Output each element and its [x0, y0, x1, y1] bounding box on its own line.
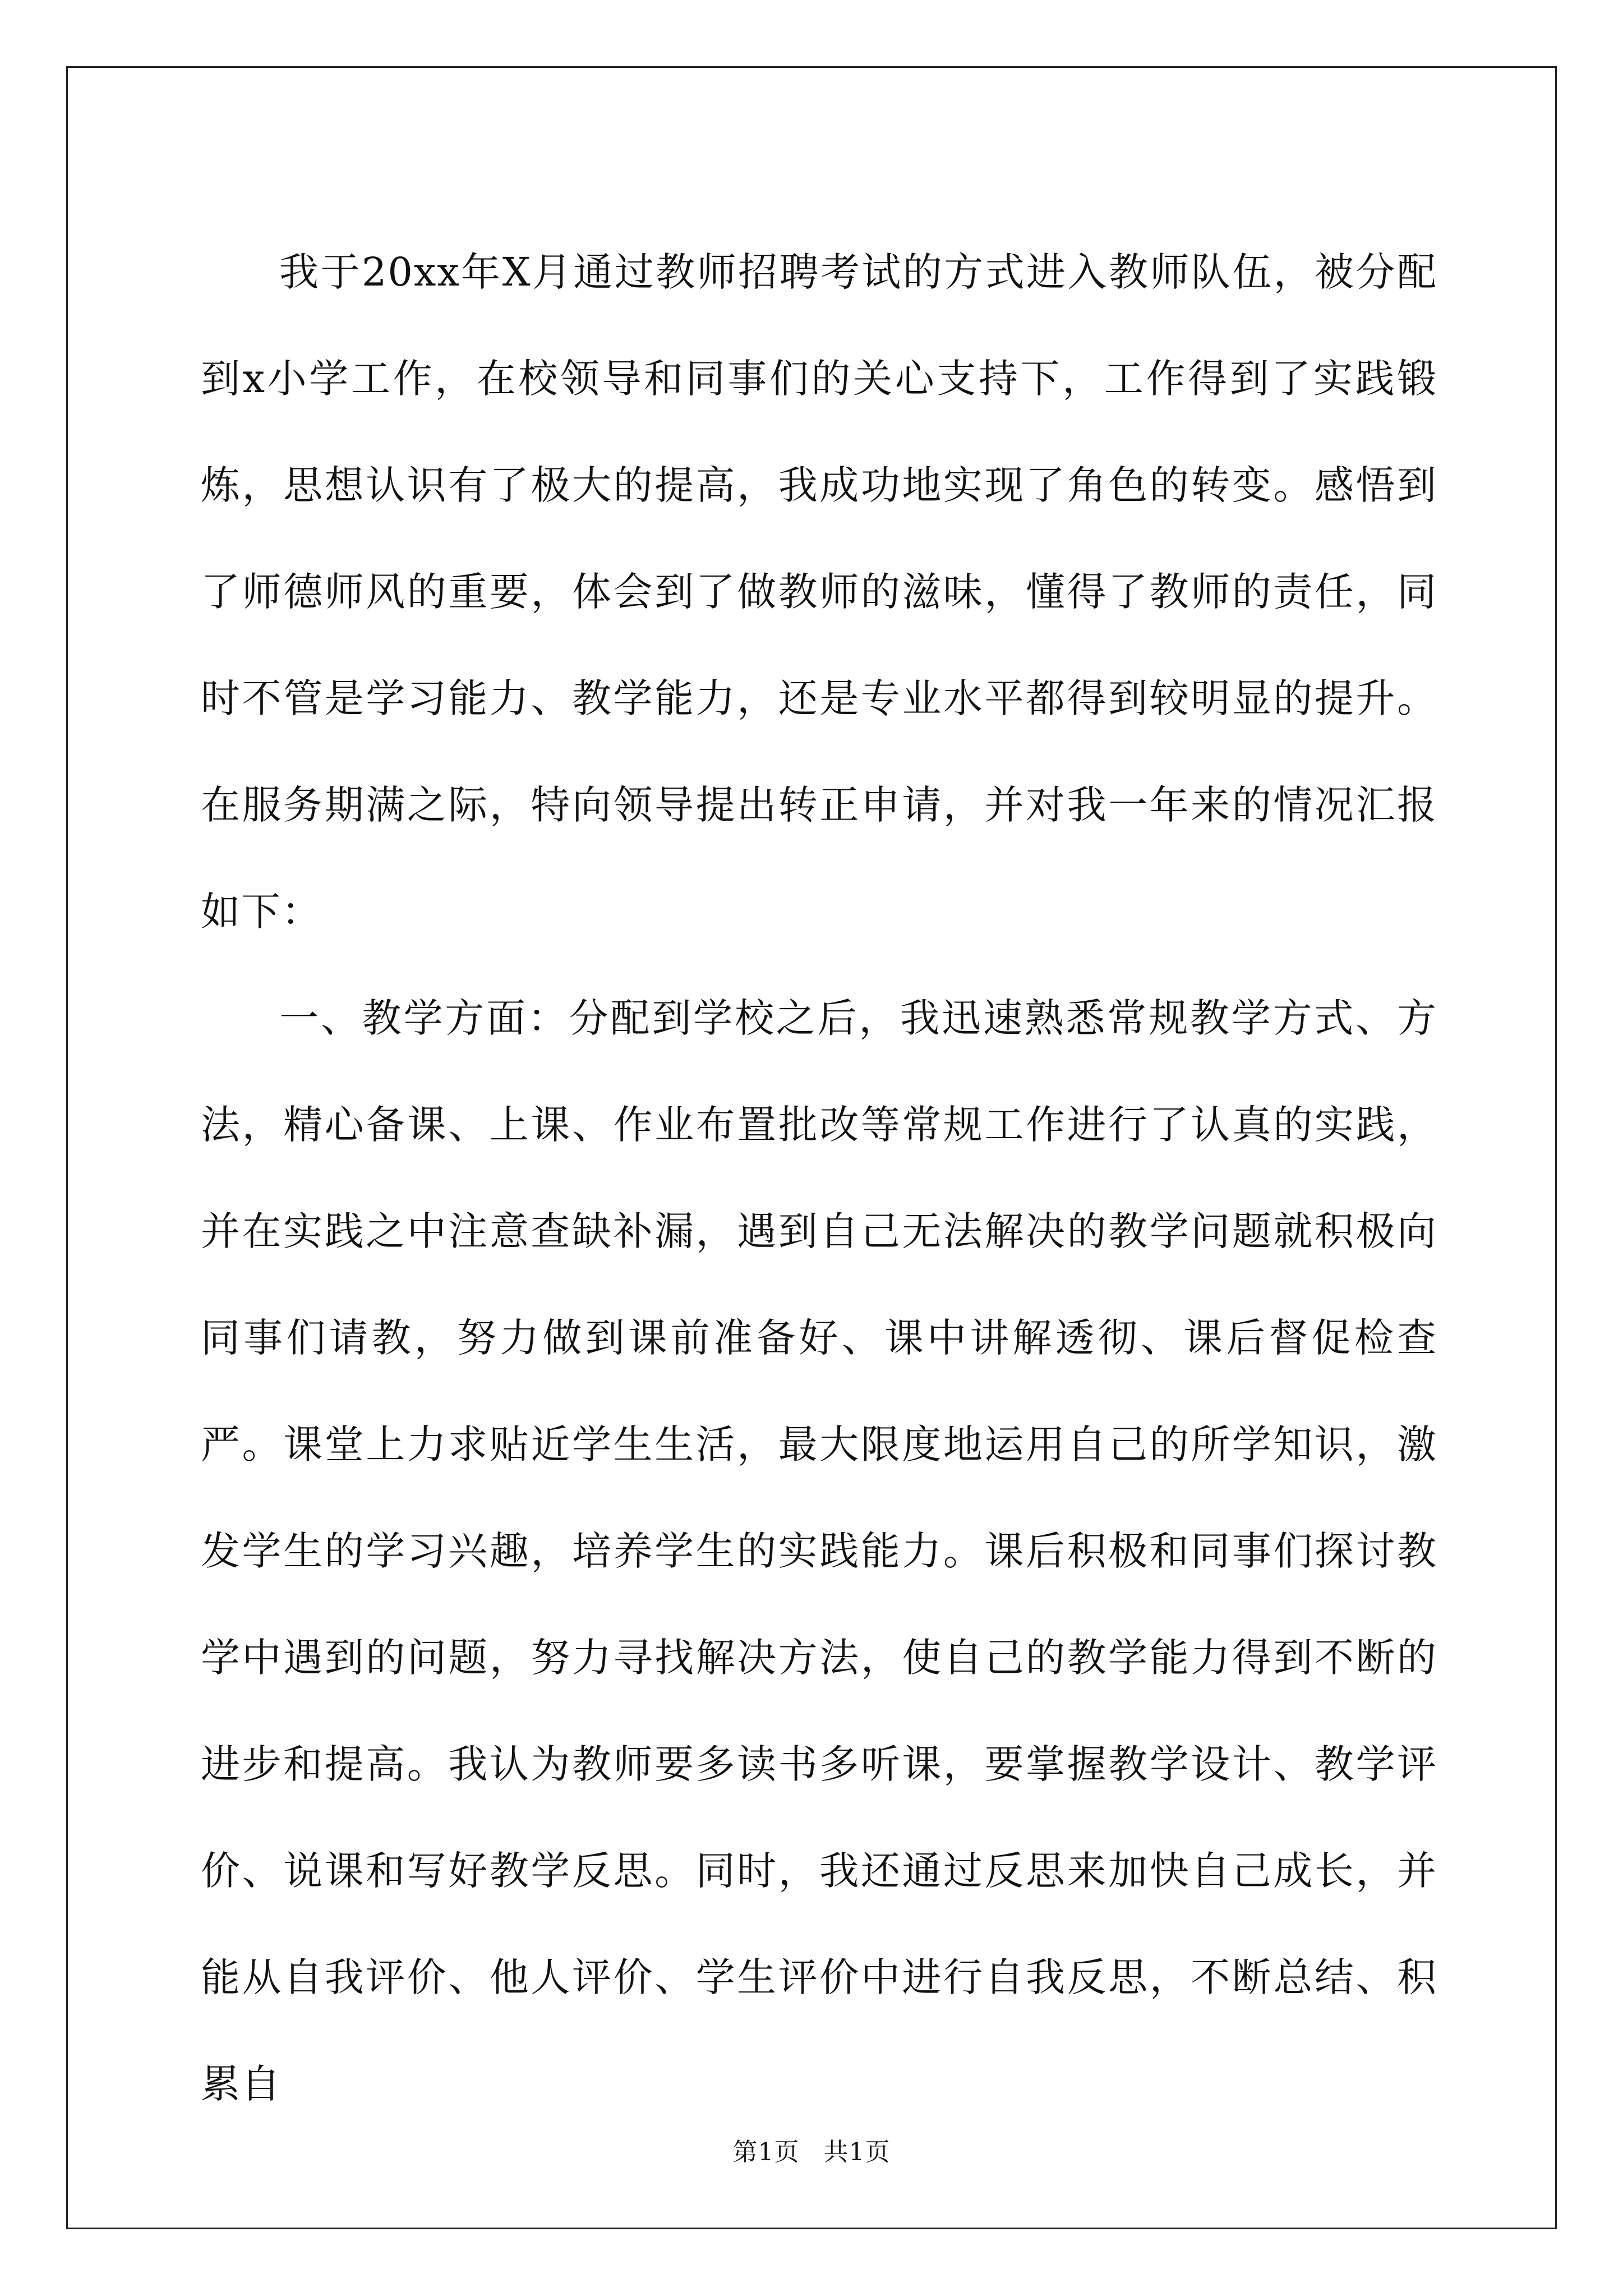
page-footer — [0, 2132, 1623, 2168]
paragraph-intro: 我于20xx年X月通过教师招聘考试的方式进入教师队伍，被分配到x小学工作，在校领导和同事们的关心支持下，工作得到了实践锻炼，思想认识有了极大的提高，我成功地实现了角色的转变。感悟到了师德师风的重要，体会到了做教师的滋味，懂得了教师的责任，同时不管是学习能力、教学能力，还是专业水平都得到较明显的提升。在服务期满之际，特向领导提出转正申请，并对我一年来的情况汇报如下： — [201, 249, 1437, 935]
page-number-total: 共1页 — [823, 2138, 891, 2166]
page-number-current: 第1页 — [732, 2138, 800, 2166]
document-body — [201, 219, 1437, 2137]
paragraph-teaching: 一、教学方面：分配到学校之后，我迅速熟悉常规教学方式、方法，精心备课、上课、作业布置批改等常规工作进行了认真的实践，并在实践之中注意查缺补漏，遇到自己无法解决的教学问题就积极向同事们请教，努力做到课前准备好、课中讲解透彻、课后督促检查严。课堂上力求贴近学生生活，最大限度地运用自己的所学知识，激发学生的学习兴趣，培养学生的实践能力。课后积极和同事们探讨教学中遇到的问题，努力寻找解决方法，使自己的教学能力得到不断的进步和提高。我认为教师要多读书多听课，要掌握教学设计、教学评价、说课和写好教学反思。同时，我还通过反思来加快自己成长，并能从自我评价、他人评价、学生评价中进行自我反思，不断总结、积累自 — [201, 995, 1437, 2107]
